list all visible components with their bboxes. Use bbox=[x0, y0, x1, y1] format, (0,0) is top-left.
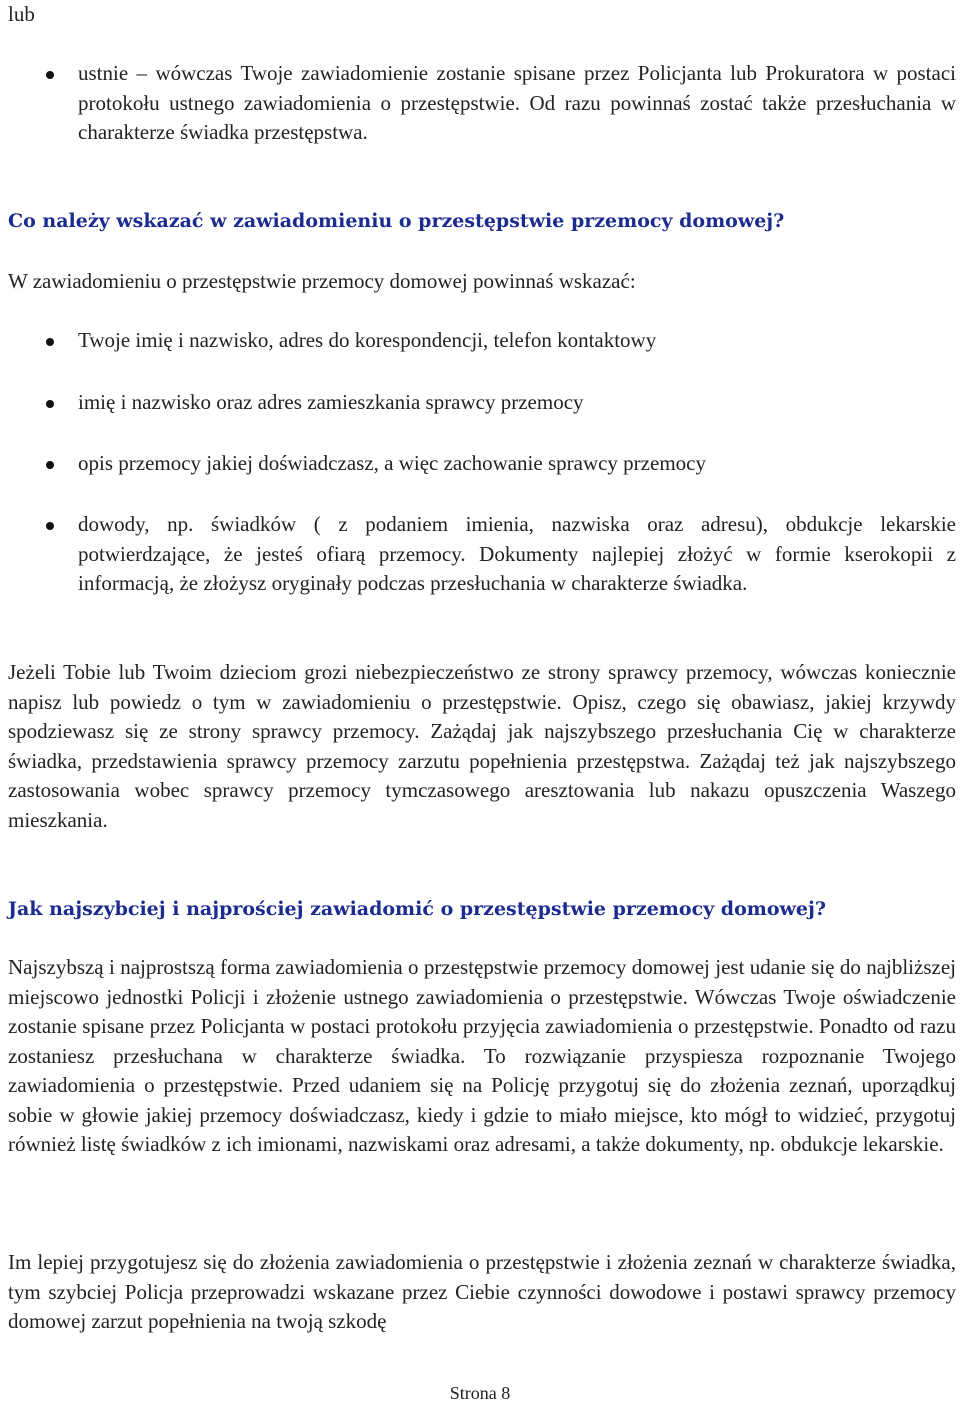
list-item-text: imię i nazwisko oraz adres zamieszkania sprawcy przemocy bbox=[78, 390, 584, 414]
bullet-dot-icon bbox=[46, 71, 54, 79]
bullet-dot-icon bbox=[46, 522, 54, 530]
section-heading-1: Co należy wskazać w zawiadomieniu o przestępstwie przemocy domowej? bbox=[8, 210, 785, 232]
list-item-text: ustnie – wówczas Twoje zawiadomienie zostanie spisane przez Policjanta lub Prokuratora w postaci protokołu ustnego zawiadomienia o przestępstwie. Od razu powinnaś zostać także przesłuchania w charakterze świadka przestępstwa. bbox=[78, 61, 956, 144]
list-item-text: Twoje imię i nazwisko, adres do korespondencji, telefon kontaktowy bbox=[78, 328, 657, 352]
bullet-dot-icon bbox=[46, 338, 54, 346]
paragraph-danger: Jeżeli Tobie lub Twoim dzieciom grozi niebezpieczeństwo ze strony sprawcy przemocy, wówczas koniecznie napisz lub powiedz o tym w zawiadomieniu o przestępstwie. Opisz, czego się obawiasz, jakiej krzywdy spodziewasz się ze strony sprawcy przemocy. Zażądaj jak najszybszego przesłuchania Cię w charakterze świadka, przedstawienia sprawcy przemocy zarzutu popełnienia przestępstwa. Zażądaj też jak najszybszego zastosowania wobec sprawcy przemocy tymczasowego aresztowania lub nakazu opuszczenia Waszego mieszkania. bbox=[8, 660, 956, 832]
bullet-dot-icon bbox=[46, 461, 54, 469]
page-number: Strona 8 bbox=[449, 1383, 511, 1403]
top-word: lub bbox=[8, 2, 35, 26]
section-heading-2: Jak najszybciej i najprościej zawiadomić o przestępstwie przemocy domowej? bbox=[8, 898, 826, 920]
intro-paragraph: W zawiadomieniu o przestępstwie przemocy domowej powinnaś wskazać: bbox=[8, 269, 636, 293]
paragraph-fastest-way: Najszybszą i najprostszą forma zawiadomienia o przestępstwie przemocy domowej jest udanie się do najbliższej miejscowo jednostki Policji i złożenie ustnego zawiadomienia o przestępstwie. Wówczas Twoje oświadczenie zostanie spisane przez Policjanta w postaci protokołu przyjęcia zawiadomienia o przestępstwie. Ponadto od razu zostaniesz przesłuchana w charakterze świadka. To rozwiązanie przyspiesza rozpoznanie Twojego zawiadomienia o przestępstwie. Przed udaniem się na Policję przygotuj się do złożenia zeznań, uporządkuj sobie w głowie jakiej przemocy doświadczasz, kiedy i gdzie to miało miejsce, kto mógł to widzieć, przygotuj również listę świadków z ich imionami, nazwiskami oraz adresami, a także dokumenty, np. obdukcje lekarskie. bbox=[8, 955, 956, 1156]
bullet-dot-icon bbox=[46, 400, 54, 408]
list-item-text: dowody, np. świadków ( z podaniem imienia, nazwiska oraz adresu), obdukcje lekarskie potwierdzające, że jesteś ofiarą przemocy. Dokumenty najlepiej złożyć w formie kserokopii z informacją, że złożysz oryginały podczas przesłuchania w charakterze świadka. bbox=[78, 512, 956, 595]
paragraph-preparation: Im lepiej przygotujesz się do złożenia zawiadomienia o przestępstwie i złożenia zeznań w charakterze świadka, tym szybciej Policja przeprowadzi wskazane przez Ciebie czynności dowodowe i postawi sprawcy przemocy domowej zarzut popełnienia na twoją szkodę bbox=[8, 1250, 956, 1333]
list-item-text: opis przemocy jakiej doświadczasz, a więc zachowanie sprawcy przemocy bbox=[78, 451, 706, 475]
